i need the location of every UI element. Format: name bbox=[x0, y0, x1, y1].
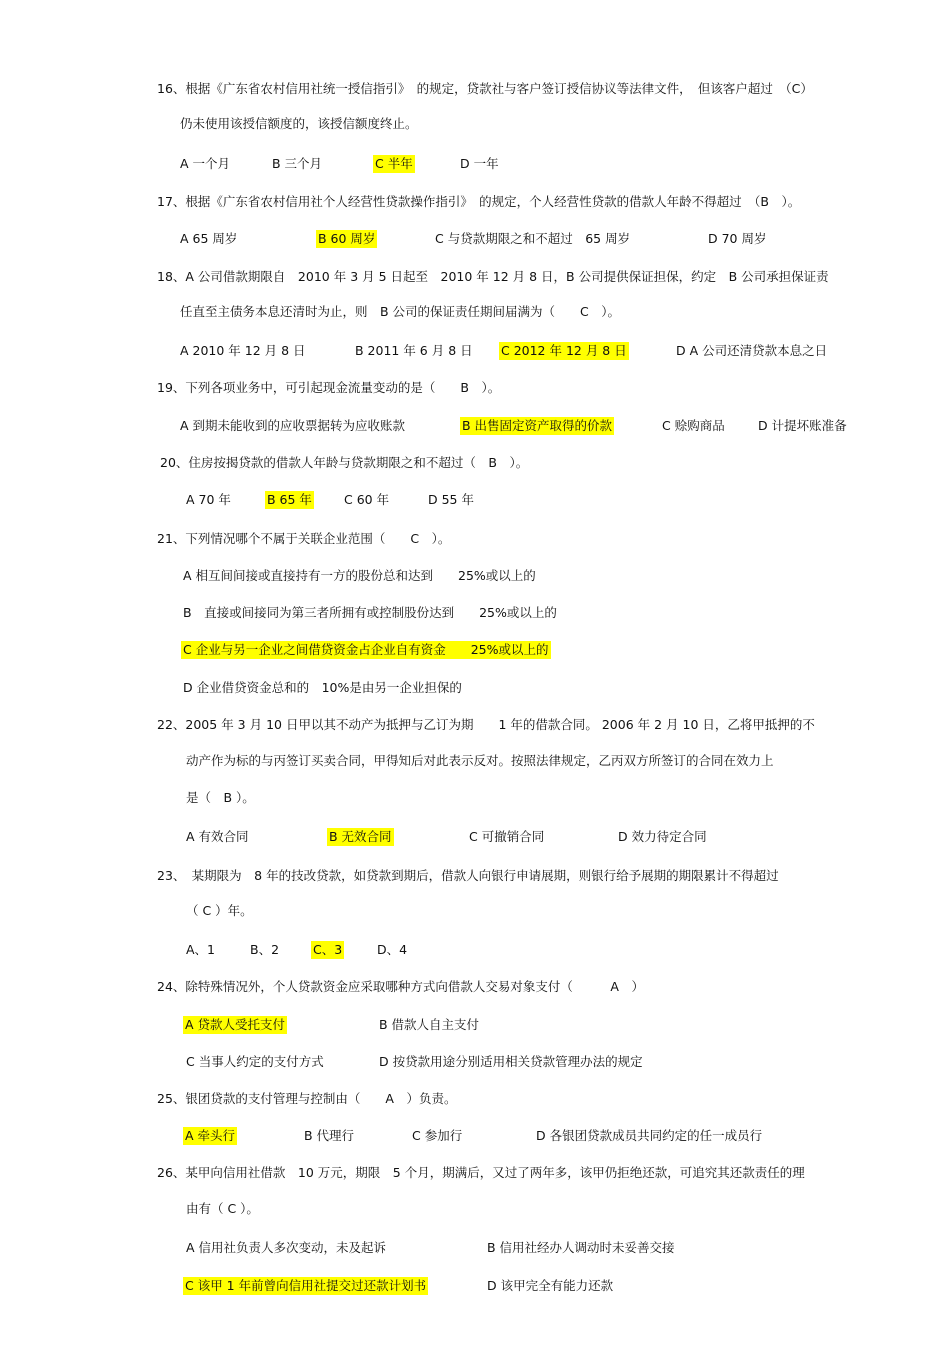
q19-option-d: D 计提坏账准备 bbox=[758, 418, 847, 433]
question-16-line-1: 16、根据《广东省农村信用社统一授信指引》 的规定，贷款社与客户签订授信协议等法律文件， 但该客户超过 （C） bbox=[157, 81, 813, 96]
q22-option-b-answer: B 无效合同 bbox=[329, 829, 392, 844]
q24-option-c: C 当事人约定的支付方式 bbox=[186, 1054, 324, 1069]
q24-option-b: B 借款人自主支付 bbox=[379, 1017, 480, 1032]
q17-option-d: D 70 周岁 bbox=[708, 231, 767, 246]
question-16-line-2: 仍未使用该授信额度的，该授信额度终止。 bbox=[180, 116, 418, 131]
q16-option-d: D 一年 bbox=[460, 156, 499, 171]
q19-option-a: A 到期未能收到的应收票据转为应收账款 bbox=[180, 418, 406, 433]
question-26-line-1: 26、某甲向信用社借款 10 万元，期限 5 个月，期满后，又过了两年多，该甲仍拒绝还款，可追究其还款责任的理 bbox=[157, 1165, 805, 1180]
question-22-line-3: 是（ B ）。 bbox=[186, 790, 255, 805]
q17-option-a: A 65 周岁 bbox=[180, 231, 238, 246]
q21-option-d: D 企业借贷资金总和的 10%是由另一企业担保的 bbox=[183, 680, 462, 695]
q19-option-b-answer: B 出售固定资产取得的价款 bbox=[462, 418, 613, 433]
question-18-line-1: 18、A 公司借款期限自 2010 年 3 月 5 日起至 2010 年 12 月 8 日，B 公司提供保证担保，约定 B 公司承担保证责 bbox=[157, 269, 829, 284]
q20-option-a: A 70 年 bbox=[186, 492, 231, 507]
question-20-line-1: 20、住房按揭贷款的借款人年龄与贷款期限之和不超过（ B ）。 bbox=[160, 455, 529, 470]
question-22-line-2: 动产作为标的与丙签订买卖合同，甲得知后对此表示反对。按照法律规定，乙丙双方所签订的合同在效力上 bbox=[186, 753, 774, 768]
q25-option-a-answer: A 牵头行 bbox=[185, 1128, 236, 1143]
q20-option-c: C 60 年 bbox=[344, 492, 390, 507]
question-26-line-2: 由有（ C ）。 bbox=[186, 1201, 259, 1216]
q18-option-a: A 2010 年 12 月 8 日 bbox=[180, 343, 306, 358]
question-22-line-1: 22、2005 年 3 月 10 日甲以其不动产为抵押与乙订为期 1 年的借款合同。 2006 年 2 月 10 日，乙将甲抵押的不 bbox=[157, 717, 815, 732]
q17-option-c: C 与贷款期限之和不超过 65 周岁 bbox=[435, 231, 631, 246]
q21-option-b: B 直接或间接同为第三者所拥有或控制股份达到 25%或以上的 bbox=[183, 605, 557, 620]
q26-option-d: D 该甲完全有能力还款 bbox=[487, 1278, 614, 1293]
q26-option-b: B 信用社经办人调动时未妥善交接 bbox=[487, 1240, 675, 1255]
q16-option-a: A 一个月 bbox=[180, 156, 231, 171]
q21-option-a: A 相互间间接或直接持有一方的股份总和达到 25%或以上的 bbox=[183, 568, 536, 583]
q22-option-c: C 可撤销合同 bbox=[469, 829, 545, 844]
q24-option-a-answer: A 贷款人受托支付 bbox=[185, 1017, 286, 1032]
q20-option-b-answer: B 65 年 bbox=[267, 492, 312, 507]
q25-option-b: B 代理行 bbox=[304, 1128, 355, 1143]
question-19-line-1: 19、下列各项业务中，可引起现金流量变动的是（ B ）。 bbox=[157, 380, 501, 395]
question-17-line-1: 17、根据《广东省农村信用社个人经营性贷款操作指引》 的规定，个人经营性贷款的借款人年龄不得超过 （B ）。 bbox=[157, 194, 801, 209]
question-23-line-1: 23、 某期限为 8 年的技改贷款，如贷款到期后，借款人向银行申请展期，则银行给予展期的期限累计不得超过 bbox=[157, 868, 779, 883]
q23-option-c-answer: C、3 bbox=[313, 942, 343, 957]
q20-option-d: D 55 年 bbox=[428, 492, 474, 507]
q22-option-a: A 有效合同 bbox=[186, 829, 249, 844]
q18-option-c-answer: C 2012 年 12 月 8 日 bbox=[501, 343, 627, 358]
q23-option-b: B、2 bbox=[250, 942, 280, 957]
q26-option-c-answer: C 该甲 1 年前曾向信用社提交过还款计划书 bbox=[185, 1278, 427, 1293]
q17-option-b-answer: B 60 周岁 bbox=[318, 231, 376, 246]
q19-option-c: C 赊购商品 bbox=[662, 418, 725, 433]
q25-option-d: D 各银团贷款成员共同约定的任一成员行 bbox=[536, 1128, 763, 1143]
question-21-line-1: 21、下列情况哪个不属于关联企业范围（ C ）。 bbox=[157, 531, 451, 546]
q25-option-c: C 参加行 bbox=[412, 1128, 463, 1143]
q23-option-a: A、1 bbox=[186, 942, 216, 957]
question-24-line-1: 24、除特殊情况外，个人贷款资金应采取哪种方式向借款人交易对象支付（ A ） bbox=[157, 979, 644, 994]
question-23-line-2: （ C ）年。 bbox=[186, 903, 253, 918]
q21-option-c-answer: C 企业与另一企业之间借贷资金占企业自有资金 25%或以上的 bbox=[183, 642, 549, 657]
q22-option-d: D 效力待定合同 bbox=[618, 829, 707, 844]
q23-option-d: D、4 bbox=[377, 942, 408, 957]
q18-option-b: B 2011 年 6 月 8 日 bbox=[355, 343, 473, 358]
q16-option-c-answer: C 半年 bbox=[375, 156, 413, 171]
question-18-line-2: 任直至主债务本息还清时为止，则 B 公司的保证责任期间届满为（ C ）。 bbox=[180, 304, 621, 319]
q26-option-a: A 信用社负责人多次变动，未及起诉 bbox=[186, 1240, 387, 1255]
q16-option-b: B 三个月 bbox=[272, 156, 323, 171]
question-25-line-1: 25、银团贷款的支付管理与控制由（ A ）负责。 bbox=[157, 1091, 457, 1106]
q18-option-d: D A 公司还清贷款本息之日 bbox=[676, 343, 828, 358]
q24-option-d: D 按贷款用途分别适用相关贷款管理办法的规定 bbox=[379, 1054, 643, 1069]
